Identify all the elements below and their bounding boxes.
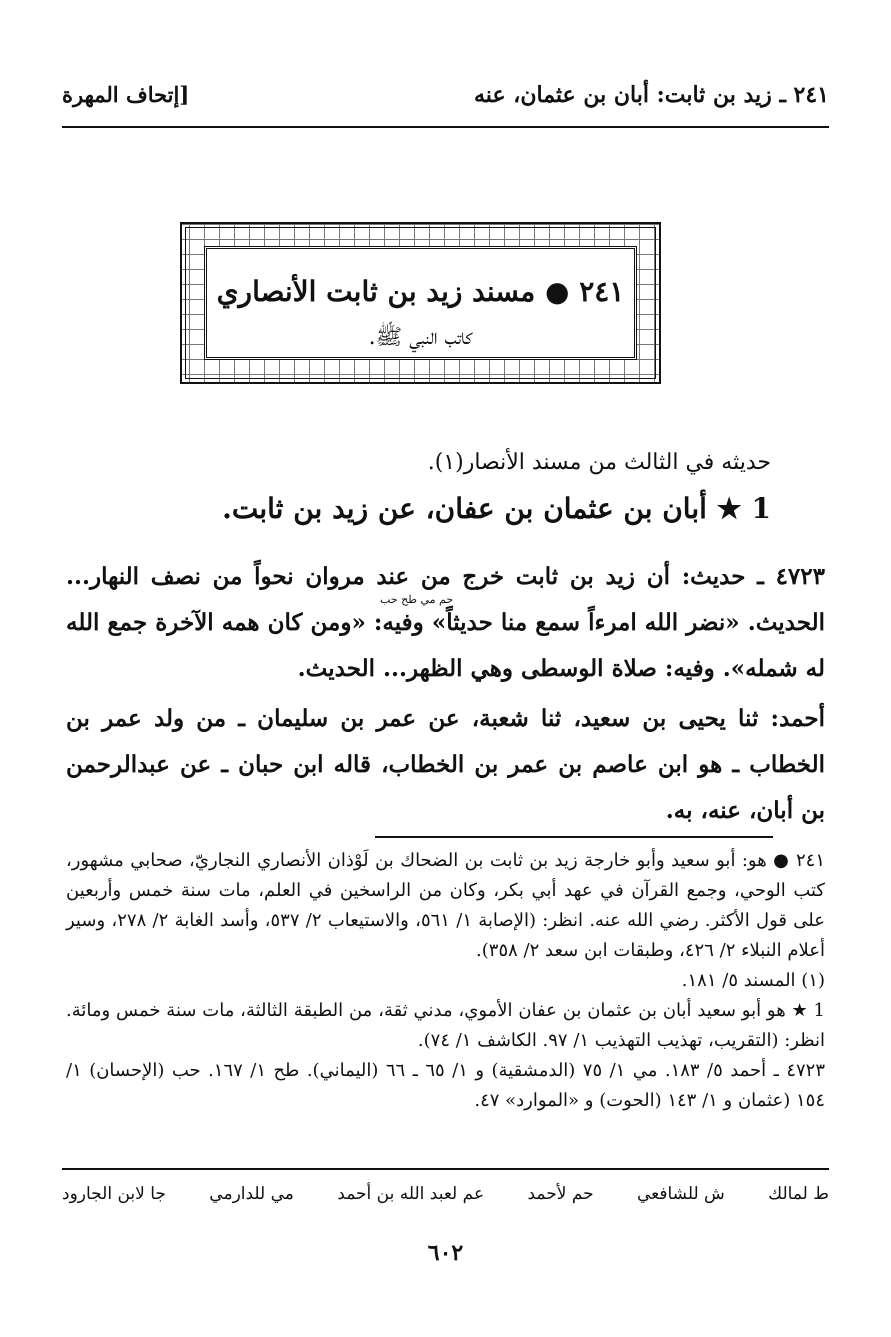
footnote-divider: [375, 836, 773, 838]
legend-item: ش للشافعي: [637, 1184, 725, 1204]
musnad-title: ٢٤١ ● مسند زيد بن ثابت الأنصاري: [216, 275, 625, 308]
legend-item: مي للدارمي: [209, 1184, 294, 1204]
hadith-text: ٤٧٢٣ ـ حديث: أن زيد بن ثابت خرج من عند مروان نحواً من نصف النهار... الحديث. «نضر الله امرءاً سمع منا حديثاً» وفيه: «ومن كان همه الآخرة جمع الله له شمله». وفيه: صلاة الوسطى وهي الظهر... الحديث.: [66, 563, 825, 682]
legend-divider: [62, 1168, 829, 1170]
frame-content: [204, 246, 637, 360]
footnote-sources: ٤٧٢٣ ـ أحمد ٥/ ١٨٣. مي ١/ ٧٥ (الدمشقية) و ١/ ٦٥ ـ ٦٦ (اليماني). طح ١/ ١٦٧. حب (الإحسان) ١/ ١٥٤ (عثمان و ١/ ١٤٣ (الحوت) و «الموارد» ٤٧.: [66, 1060, 826, 1111]
footnote-biography: ٢٤١ ● هو: أبو سعيد وأبو خارجة زيد بن ثابت بن الضحاك بن لَوْذان الأنصاري النجاريّ، صحابي مشهور، كتب الوحي، وجمع القرآن في عهد أبي بكر، وكان من الراسخين في العلم، مات سنة خمس وأربعين على قول الأكثر. رضي الله عنه. انظر: (الإصابة ١/ ٥٦١، والاستيعاب ٢/ ٥٣٧، وأسد الغابة ٢/ ٢٧٨، وسير أعلام النبلاء ٢/ ٤٢٦، وطبقات ابن سعد ٢/ ٣٥٨).: [66, 850, 825, 961]
isnad-body: أحمد: ثنا يحيى بن سعيد، ثنا شعبة، عن عمر بن سليمان ـ من ولد عمر بن الخطاب ـ هو ابن عاصم بن عمر بن الخطاب، قاله ابن حبان ـ عن عبدالرحمن بن أبان، عنه، به.: [66, 705, 825, 824]
page-number: ٦٠٢: [427, 1240, 464, 1266]
header-section-title: ٢٤١ ـ زيد بن ثابت: أبان بن عثمان، عنه: [474, 82, 829, 108]
isnad-text: [66, 696, 825, 834]
header-book-title: [إتحاف المهرة: [62, 82, 190, 107]
musnad-subtitle: كاتب النبي ﷺ.: [368, 325, 473, 350]
intro-line: حديثه في الثالث من مسند الأنصار(١).: [427, 450, 771, 475]
legend-item: جا لابن الجارود: [62, 1184, 166, 1204]
legend-item: عم لعبد الله بن أحمد: [337, 1184, 485, 1204]
running-header: [62, 82, 829, 118]
abbreviation-legend: [62, 1184, 829, 1214]
footnotes: [66, 846, 825, 1116]
footnote-narrator: 1 ★ هو أبو سعيد أبان بن عثمان بن عفان الأموي، مدني ثقة، من الطبقة الثالثة، مات سنة خمس ومائة. انظر: (التقريب، تهذيب التهذيب ١/ ٩٧. الكاشف ١/ ٧٤).: [66, 1000, 825, 1051]
narrator-heading: 1 ★ أبان بن عثمان بن عفان، عن زيد بن ثابت.: [222, 492, 771, 525]
footnote-reference: (١) المسند ٥/ ١٨١.: [681, 970, 825, 991]
header-divider: [62, 126, 829, 128]
ornamental-frame: [180, 222, 661, 384]
legend-item: حم لأحمد: [527, 1184, 594, 1204]
source-symbols: حم مي طح حب: [380, 593, 454, 606]
legend-item: ط لمالك: [768, 1184, 829, 1204]
